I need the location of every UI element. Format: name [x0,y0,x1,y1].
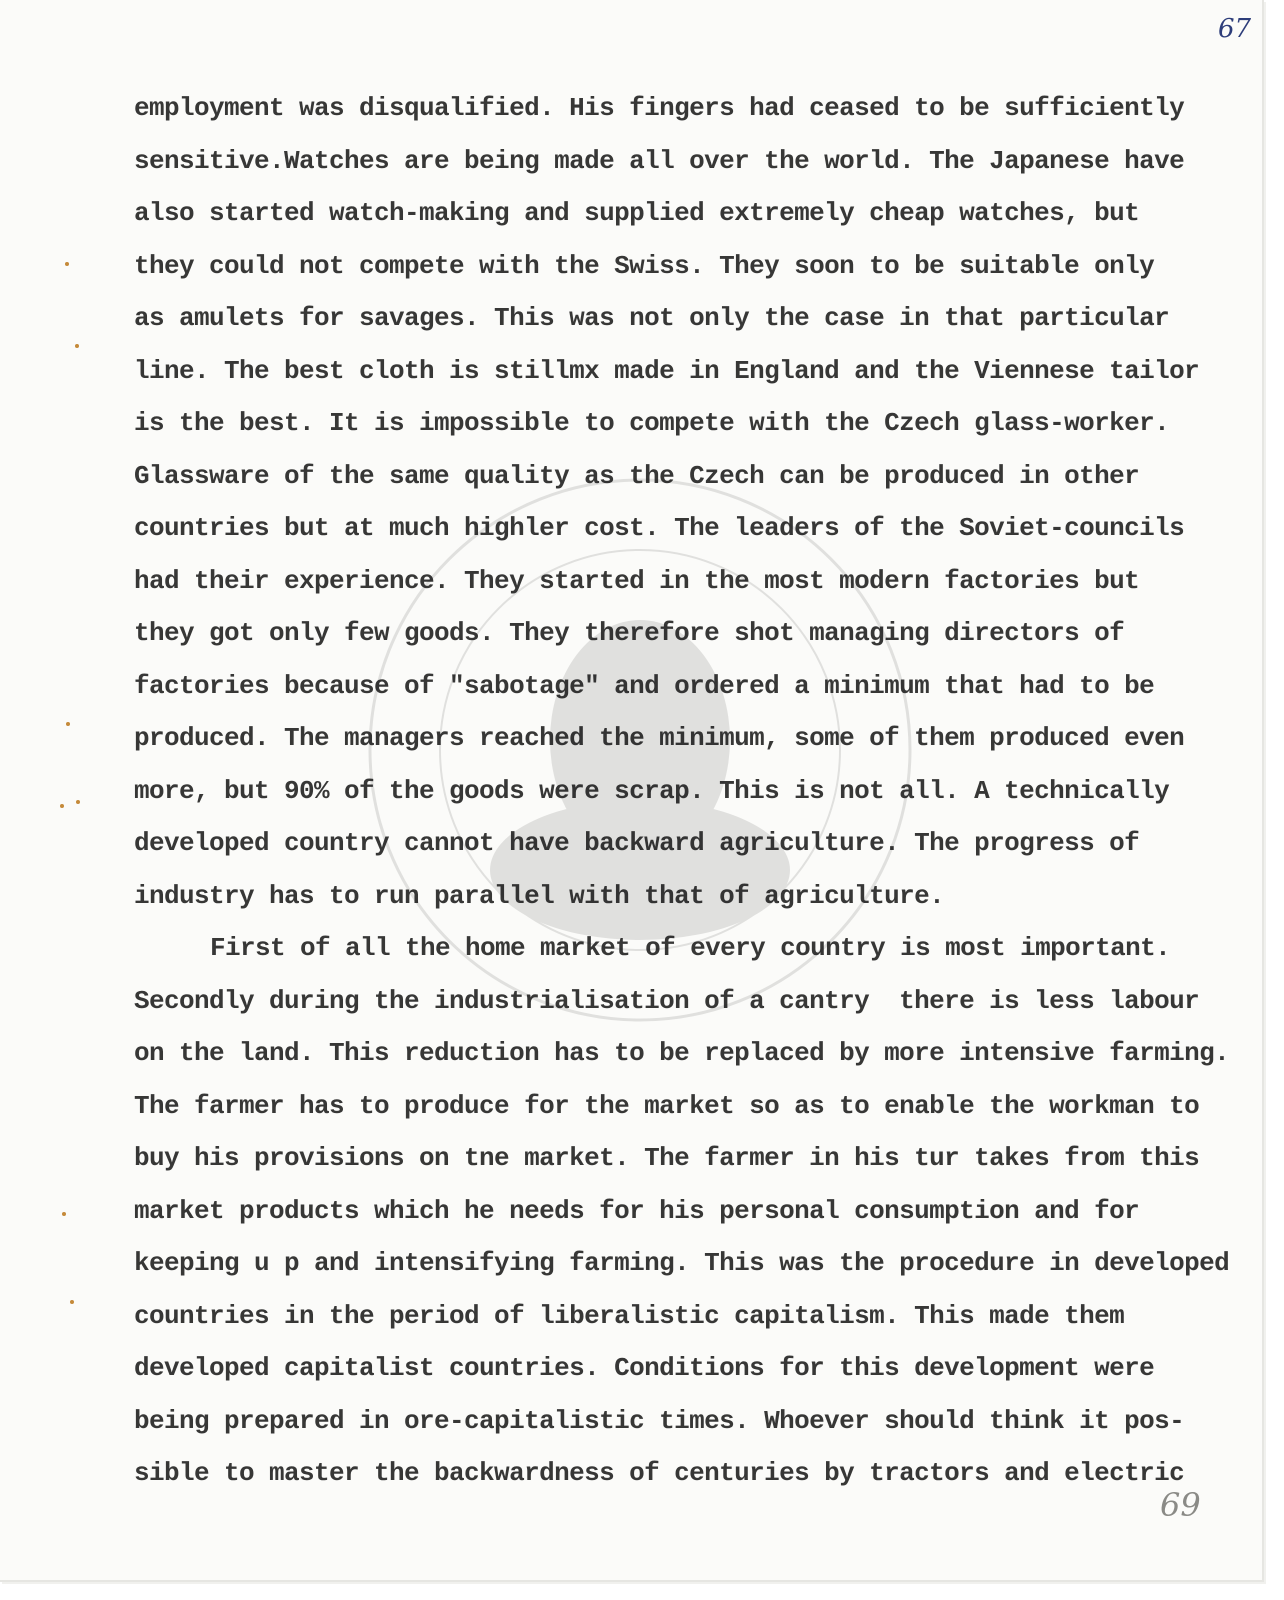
margin-mark [66,722,70,726]
margin-mark [70,1300,74,1304]
text-line: being prepared in ore-capitalistic times. Whoever should think it pos- [134,1405,1185,1436]
text-line: line. The best cloth is stillmx made in England and the Viennese tailor [134,355,1200,386]
text-line: they could not compete with the Swiss. They soon to be suitable only [134,250,1155,281]
paragraph-1 [134,82,1262,922]
text-line: as amulets for savages. This was not only the case in that particular [134,303,1170,333]
text-line: developed capitalist countries. Conditions for this development were [134,1353,1155,1383]
margin-mark [75,344,79,348]
text-line: developed country cannot have backward agriculture. The progress of [134,828,1140,858]
text-line: on the land. This reduction has to be replaced by more intensive farming. [134,1038,1230,1068]
text-line: sible to master the backwardness of centuries by tractors and electric [134,1458,1185,1488]
text-line: market products which he needs for his personal consumption and for [134,1195,1140,1226]
text-line: more, but 90% of the goods were scrap. This is not all. A technically [134,775,1170,806]
margin-mark [60,804,64,808]
handwritten-page-number-bottom: 69 [1160,1486,1201,1524]
text-line: Glassware of the same quality as the Czech can be produced in other [134,460,1140,491]
text-line: First of all the home market of every country is most important. [210,933,1171,963]
text-line: industry has to run parallel with that of agriculture. [134,880,945,911]
text-line: buy his provisions on tne market. The farmer in his tur takes from this [134,1143,1200,1173]
text-line: also started watch-making and supplied extremely cheap watches, but [134,198,1140,228]
text-line: The farmer has to produce for the market so as to enable the workman to [134,1090,1200,1121]
margin-mark [65,262,69,266]
paragraph-2 [134,922,1262,1500]
text-line: factories because of "sabotage" and ordered a minimum that had to be [134,670,1155,701]
text-line: had their experience. They started in the most modern factories but [134,565,1140,596]
text-line: countries in the period of liberalistic capitalism. This made them [134,1300,1125,1331]
text-line: countries but at much highler cost. The leaders of the Soviet-councils [134,513,1185,543]
handwritten-page-number-top: 67 [1218,14,1252,44]
text-line: Secondly during the industrialisation of a cantry there is less labour [134,985,1200,1016]
text-line: they got only few goods. They therefore shot managing directors of [134,618,1125,648]
margin-mark [62,1212,66,1216]
typewritten-text [134,82,1262,1500]
margin-mark [76,800,80,804]
text-line: produced. The managers reached the minimum, some of them produced even [134,723,1185,753]
text-line: keeping u p and intensifying farming. This was the procedure in developed [134,1248,1230,1278]
text-line: employment was disqualified. His fingers had ceased to be sufficiently [134,93,1185,123]
text-line: is the best. It is impossible to compete with the Czech glass-worker. [134,408,1170,438]
text-line: sensitive.Watches are being made all over the world. The Japanese have [134,145,1185,176]
